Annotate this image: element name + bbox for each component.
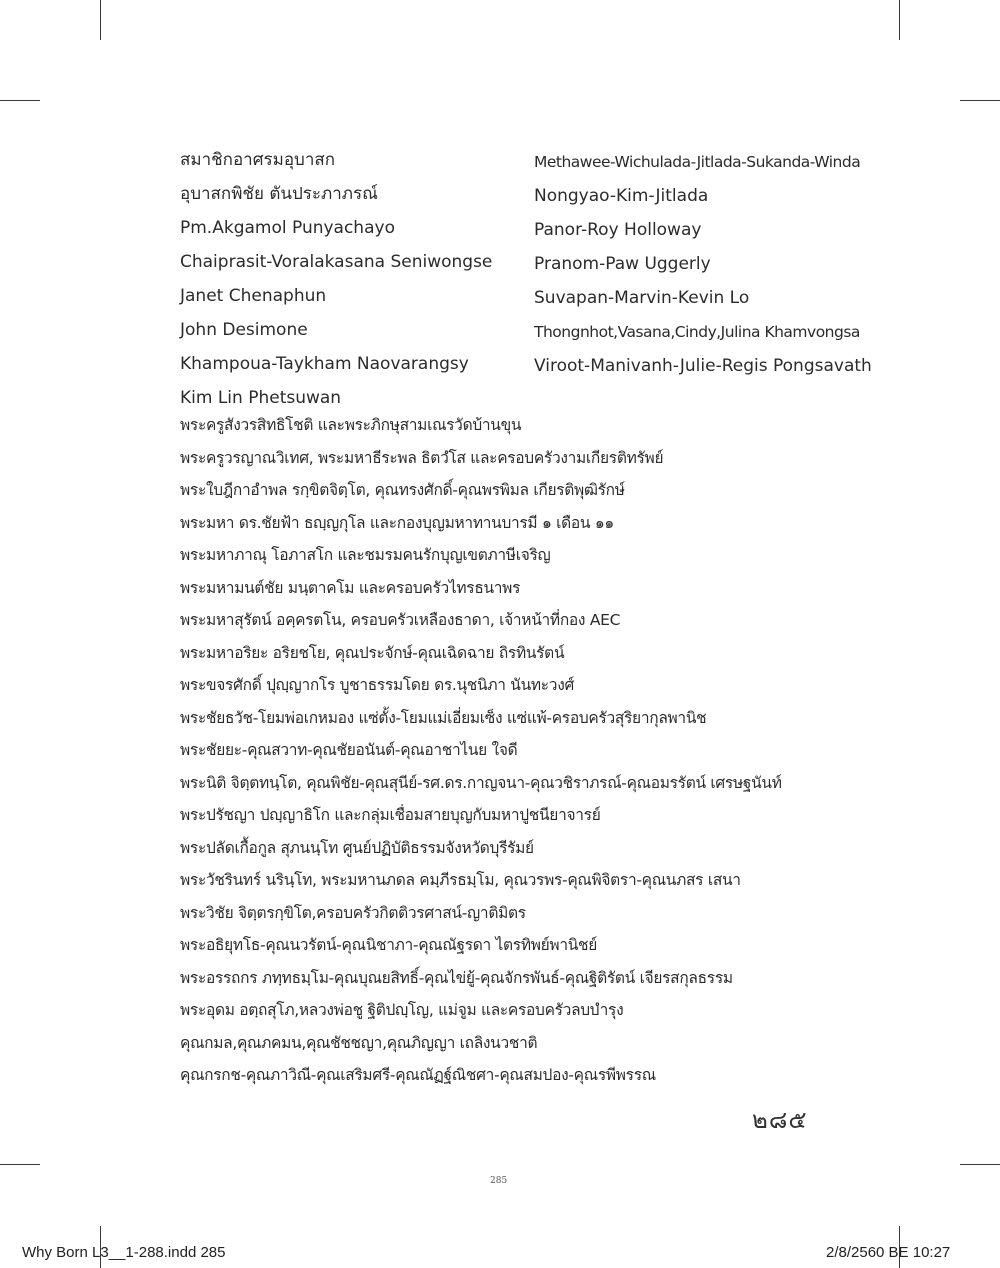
donor-line: พระมหาสุรัตน์ อคฺครตโน, ครอบครัวเหลืองธาดา, เจ้าหน้าที่กอง AEC: [180, 611, 621, 629]
donor-line: พระอุดม อตฺถสุโภ,หลวงพ่อชู ฐิติปญฺโญ, แม่จูม และครอบครัวลบบำรุง: [180, 1001, 624, 1019]
name-line: อุบาสกพิชัย ตันประภาภรณ์: [180, 184, 378, 204]
donor-line: คุณกมล,คุณภคมน,คุณชัชชญา,คุณภิญญา เถลิงนวชาติ: [180, 1033, 538, 1052]
donor-line: พระชัยยะ-คุณสวาท-คุณชัยอนันต์-คุณอาชาไนย ใจดี: [180, 741, 518, 759]
donor-line: พระวัชรินทร์ นรินฺโท, พระมหานภดล คมฺภีรธมฺโม, คุณวรพร-คุณพิจิตรา-คุณนภสร เสนา: [180, 871, 741, 889]
donor-line: พระใบฎีกาอำพล รกฺขิตจิตฺโต, คุณทรงศักดิ์-คุณพรพิมล เกียรติพุฒิรักษ์: [180, 481, 625, 499]
donor-line: พระนิติ จิตฺตทนฺโต, คุณพิชัย-คุณสุนีย์-รศ.ดร.กาญจนา-คุณวชิราภรณ์-คุณอมรรัตน์ เศรษฐนันท์: [180, 773, 782, 792]
name-line: John Desimone: [180, 320, 308, 340]
print-slug-filename: Why Born L3__1-288.indd 285: [22, 1244, 226, 1261]
name-line: Nongyao-Kim-Jitlada: [534, 186, 709, 206]
print-slug-datetime: 2/8/2560 BE 10:27: [826, 1244, 951, 1261]
name-line: Viroot-Manivanh-Julie-Regis Pongsavath: [534, 356, 872, 376]
donor-line: พระมหา ดร.ชัยฟ้า ธญฺญกุโล และกองบุญมหาทานบารมี ๑ เดือน ๑๑: [180, 513, 614, 532]
name-line: Khampoua-Taykham Naovarangsy: [180, 354, 469, 374]
donor-line: พระชัยธวัช-โยมพ่อเกหมอง แซ่ตั้ง-โยมแม่เอี่ยมเซ็ง แซ่แพ้-ครอบครัวสุริยากุลพานิช: [180, 708, 707, 727]
donor-line: พระมหาอริยะ อริยชโย, คุณประจักษ์-คุณเฉิดฉาย ถิรทินรัตน์: [180, 643, 565, 662]
crop-mark-top-left: [100, 0, 101, 40]
donor-line: พระวิชัย จิตฺตรกฺขิโต,ครอบครัวกิตติวรศาสน์-ญาติมิตร: [180, 903, 526, 922]
donor-line: พระครูสังวรสิทธิโชติ และพระภิกษุสามเณรวัดบ้านขุน: [180, 416, 522, 434]
donor-line: พระมหามนต์ชัย มนฺตาคโม และครอบครัวไทรธนาพร: [180, 578, 521, 597]
donor-line: คุณกรกช-คุณภาวิณี-คุณเสริมศรี-คุณณัฏฐ์ณิชศา-คุณสมปอง-คุณรพีพรรณ: [180, 1066, 656, 1084]
name-line: Thongnhot,Vasana,Cindy,Julina Khamvongsa: [534, 323, 860, 341]
name-line: Pm.Akgamol Punyachayo: [180, 218, 395, 238]
donor-line: พระครูวรญาณวิเทศ, พระมหาธีระพล ธิตวํโส และครอบครัวงามเกียรติทรัพย์: [180, 448, 664, 467]
name-line: Panor-Roy Holloway: [534, 220, 702, 240]
names-right-column: [534, 145, 894, 383]
crop-mark-left-lower: [0, 1164, 40, 1165]
name-line: Chaiprasit-Voralakasana Seniwongse: [180, 252, 493, 272]
name-line: Suvapan-Marvin-Kevin Lo: [534, 288, 750, 308]
names-left-column: [180, 143, 520, 415]
page-number: 285: [490, 1176, 508, 1186]
donor-line: พระอรรถกร ภทฺทธมฺโม-คุณบุณยสิทธิ์-คุณไข่ยู้-คุณจักรพันธ์-คุณฐิติรัตน์ เจียรสกุลธรรม: [180, 968, 733, 987]
donor-line: พระมหาภาณุ โอภาสโก และชมรมคนรักบุญเขตภาษีเจริญ: [180, 546, 551, 564]
crop-mark-top-right: [899, 0, 900, 40]
donor-line: พระขจรศักดิ์ ปุญฺญากโร บูชาธรรมโดย ดร.นุชนิภา นันทะวงศ์: [180, 676, 575, 694]
crop-mark-right-upper: [960, 100, 1000, 101]
name-line: Janet Chenaphun: [180, 286, 327, 306]
crop-mark-left-upper: [0, 100, 40, 101]
name-line: Pranom-Paw Uggerly: [534, 254, 711, 274]
name-line: Methawee-Wichulada-Jitlada-Sukanda-Winda: [534, 153, 861, 171]
crop-mark-right-lower: [960, 1164, 1000, 1165]
name-line: Kim Lin Phetsuwan: [180, 388, 342, 408]
page-number-thai: ๒๘๕: [752, 1106, 808, 1134]
donor-line: พระอธิยุทโธ-คุณนวรัตน์-คุณนิชาภา-คุณณัฐรดา ไตรทิพย์พานิชย์: [180, 936, 598, 954]
donor-line: พระปรัชญา ปญฺญาธิโก และกลุ่มเชื่อมสายบุญกับมหาปูชนียาจารย์: [180, 806, 601, 824]
donor-list: [180, 409, 870, 1092]
donor-line: พระปลัดเกื้อกูล สุภนนฺโท ศูนย์ปฏิบัติธรรมจังหวัดบุรีรัมย์: [180, 838, 534, 857]
name-line: สมาชิกอาศรมอุบาสก: [180, 150, 336, 170]
